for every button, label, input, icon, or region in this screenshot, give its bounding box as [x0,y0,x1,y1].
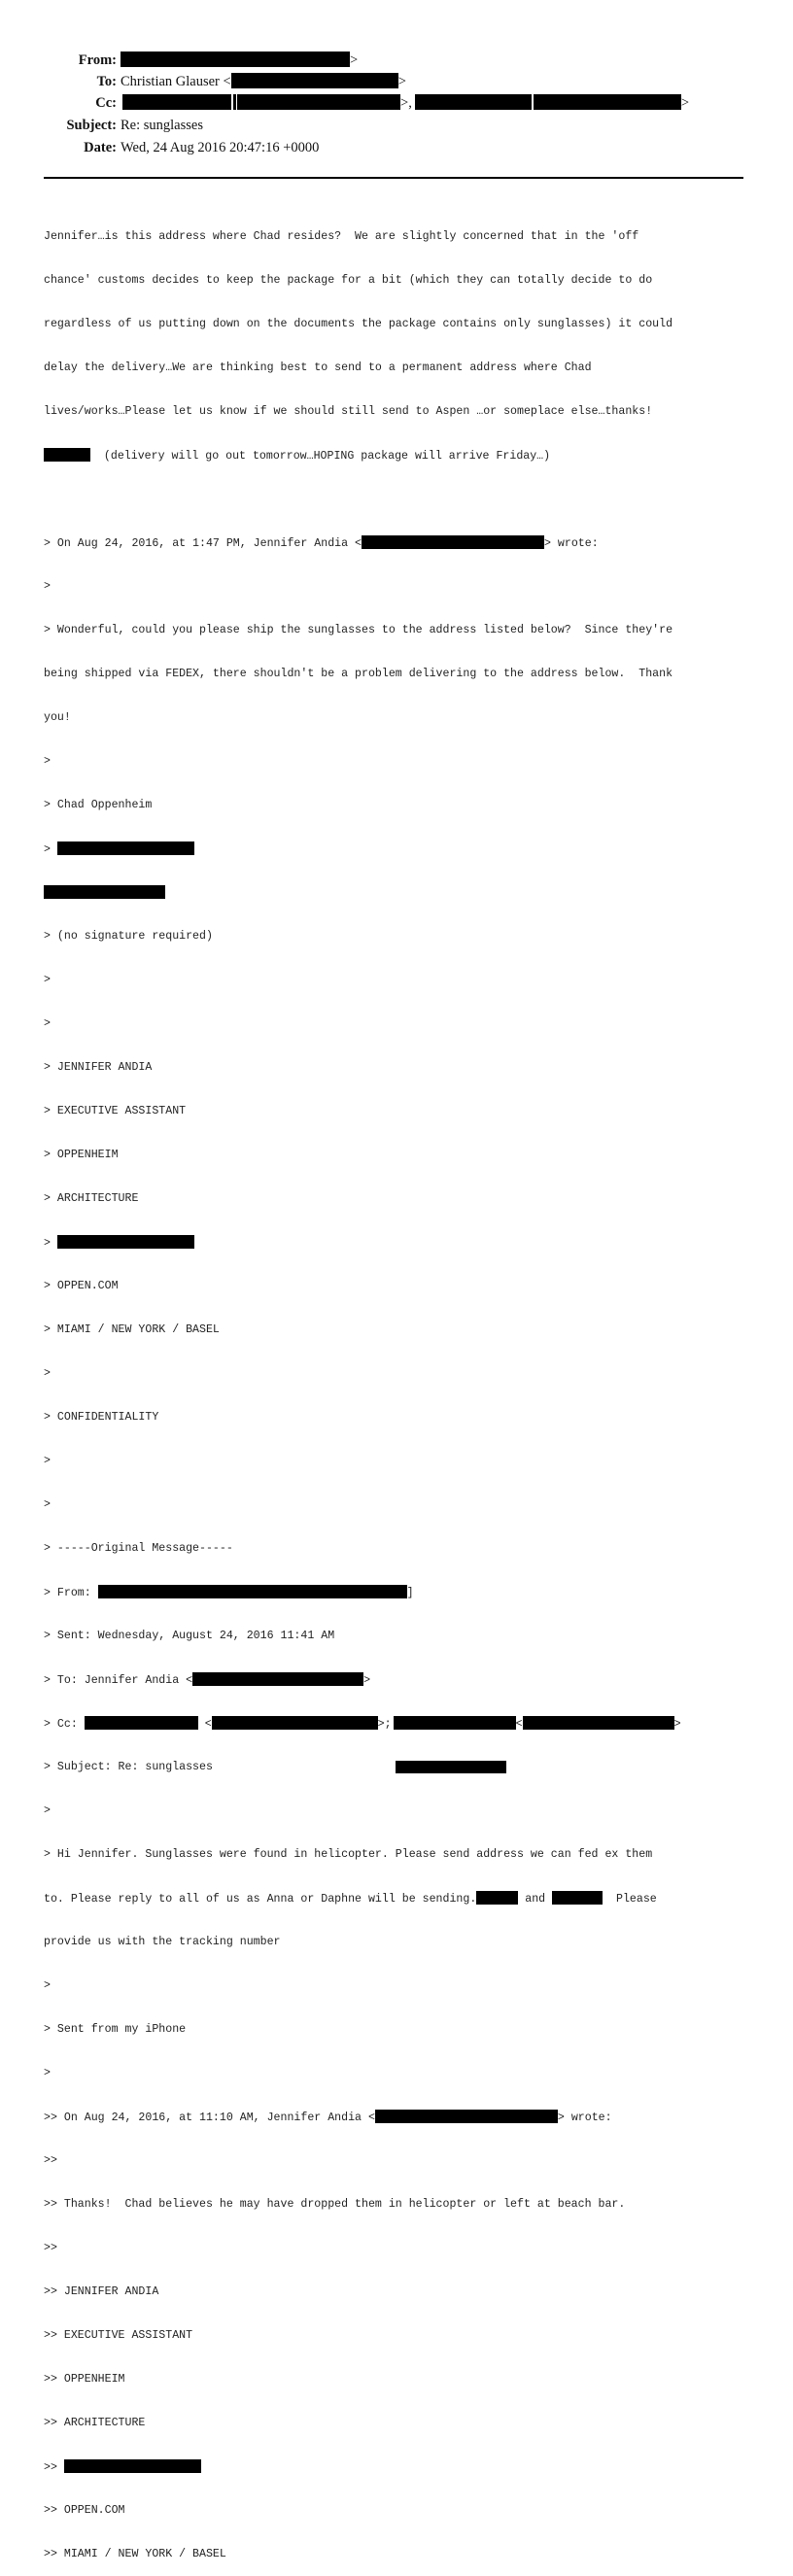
body-line: Jennifer…is this address where Chad resides? We are slightly concerned that in the 'off [44,230,639,243]
redaction-box [394,1716,516,1730]
quote-line: >> ARCHITECTURE [44,2417,146,2429]
redaction-box [476,1891,518,1905]
quote-line: > [44,1804,51,1817]
quote-line: > CONFIDENTIALITY [44,1411,159,1424]
quote-line: >> On Aug 24, 2016, at 11:10 AM, Jennifer Andia < > wrote: [44,2112,612,2124]
redaction-box [237,94,400,110]
redaction-box [57,1235,194,1249]
quote-line: > Wonderful, could you please ship the sunglasses to the address listed below? Since they're [44,624,673,636]
quote-line: > [44,1367,51,1380]
quote-line: > [44,1979,51,1992]
quote-line: > [44,1235,753,1250]
quote-line: > JENNIFER ANDIA [44,1061,153,1074]
quote-line: to. Please reply to all of us as Anna or Daphne will be sending. and Please [44,1893,657,1906]
quote-line: being shipped via FEDEX, there shouldn't be a problem delivering to the address below. Thank [44,668,673,680]
cc-label: Cc: [95,95,117,111]
quote-line: provide us with the tracking number [44,1936,281,1948]
quote-line: > From: ] [44,1587,414,1599]
redaction-box [415,94,532,110]
quote-line: >> Thanks! Chad believes he may have dropped them in helicopter or left at beach bar. [44,2198,626,2211]
quote-line: > [44,1455,51,1467]
subject-label: Subject: [66,118,117,133]
quote-line: > (no signature required) [44,930,213,943]
quote-line: >> [44,2459,753,2474]
quote-line: > OPPENHEIM [44,1149,119,1161]
redaction-box [44,885,165,899]
from-label: From: [78,52,117,68]
quote-line: > ARCHITECTURE [44,1192,139,1205]
date-value: Wed, 24 Aug 2016 20:47:16 +0000 [121,140,320,155]
quote-line: > [44,580,51,593]
redaction-box [44,448,90,462]
redaction-box [64,2459,201,2473]
quote-line: > Subject: Re: sunglasses [44,1760,753,1774]
cc-row [0,93,793,113]
quote-line: >> EXECUTIVE ASSISTANT [44,2329,193,2342]
quote-line: > [44,974,51,986]
quote-line: > MIAMI / NEW YORK / BASEL [44,1323,220,1336]
redaction-box [552,1891,603,1905]
quote-line: > EXECUTIVE ASSISTANT [44,1105,187,1117]
quote-line: > [44,755,51,768]
body-line: chance' customs decides to keep the package for a bit (which they can totally decide to do [44,274,653,287]
quote-line: > Cc: < >; < > [44,1718,681,1731]
quote-line: > [44,841,753,856]
redaction-box [375,2110,558,2123]
body-line: (delivery will go out tomorrow…HOPING package will arrive Friday…) [44,448,753,463]
to-row [0,72,793,91]
redaction-box [231,73,398,88]
quote-line: >> MIAMI / NEW YORK / BASEL [44,2548,226,2560]
to-value: Christian Glauser < > [121,74,406,89]
quote-line: >> JENNIFER ANDIA [44,2285,159,2298]
body-line: delay the delivery…We are thinking best to send to a permanent address where Chad [44,361,592,374]
to-label: To: [96,74,117,89]
redaction-box [122,94,231,110]
redaction-box [212,1716,378,1730]
quote-line: > Chad Oppenheim [44,799,153,811]
date-row [0,138,793,157]
quote-line: > [44,1498,51,1511]
quote-line: > Sent: Wednesday, August 24, 2016 11:41 AM [44,1630,335,1642]
body-line: lives/works…Please let us know if we should still send to Aspen …or someplace else…thanks! [44,405,653,418]
from-value: > [121,51,358,70]
quote-line: you! [44,711,71,724]
redaction-box [85,1716,198,1730]
from-row [0,51,793,70]
quote-line: > OPPEN.COM [44,1280,119,1292]
redaction-box [57,841,194,855]
redaction-box [534,94,681,110]
redaction-box [362,535,544,549]
redaction-box [523,1716,674,1730]
redaction-box [121,52,350,67]
date-label: Date: [84,140,117,155]
redaction-box [233,94,236,110]
quote-line: > Sent from my iPhone [44,2023,187,2036]
quote-line [44,885,753,900]
cc-value: >, > [122,93,689,113]
quote-line: >> [44,2242,57,2254]
quote-line: > [44,2067,51,2079]
redaction-box [396,1761,506,1773]
quote-line: > -----Original Message----- [44,1542,233,1555]
quote-line: > Hi Jennifer. Sunglasses were found in helicopter. Please send address we can fed ex them [44,1848,653,1861]
quote-line: >> [44,2154,57,2167]
quote-line: >> OPPEN.COM [44,2504,125,2517]
redaction-box [98,1585,407,1598]
body-line: regardless of us putting down on the documents the package contains only sunglasses) it could [44,318,673,330]
quote-line: > To: Jennifer Andia < > [44,1674,371,1687]
subject-row [0,116,793,135]
header-divider [44,177,743,179]
redaction-box [192,1672,363,1686]
quote-line: > On Aug 24, 2016, at 1:47 PM, Jennifer Andia < > wrote: [44,537,599,550]
quote-line: >> OPPENHEIM [44,2373,125,2386]
email-body [44,200,753,2576]
subject-value: Re: sunglasses [121,118,203,133]
quote-line: > [44,1017,51,1030]
